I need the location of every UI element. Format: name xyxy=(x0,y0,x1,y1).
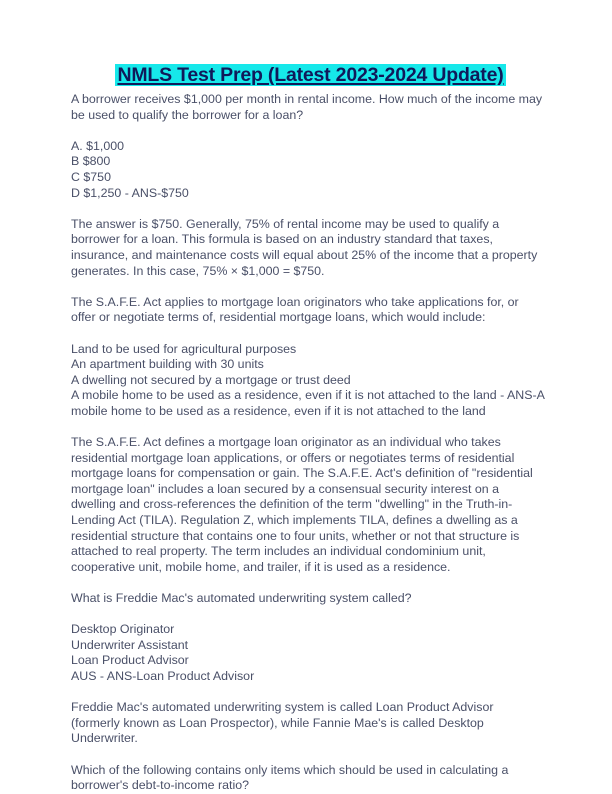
question-3-text: What is Freddie Mac's automated underwriting system called? xyxy=(71,591,412,605)
list-item: A dwelling not secured by a mortgage or trust deed xyxy=(71,372,351,387)
list-item: Loan Product Advisor xyxy=(71,653,189,668)
question-3-explanation: Freddie Mac's automated underwriting system is called Loan Product Advisor (formerly known as Loan Prospector), while Fannie Mae's is called Desktop Underwriter. xyxy=(71,700,494,746)
spacer xyxy=(71,279,550,295)
question-1-text: A borrower receives $1,000 per month in rental income. How much of the income may be used to qualify the borrower for a loan? xyxy=(71,92,543,122)
spacer xyxy=(71,607,550,623)
spacer xyxy=(71,123,550,139)
list-item: An apartment building with 30 units xyxy=(71,357,264,372)
list-item: A. $1,000 xyxy=(71,138,125,153)
question-4-text: Which of the following contains only items which should be used in calculating a borrower's debt-to-income ratio? xyxy=(71,762,509,793)
spacer xyxy=(71,419,550,435)
question-1-options xyxy=(71,139,545,201)
spacer xyxy=(71,747,550,763)
page-title-highlight: NMLS Test Prep (Latest 2023-2024 Update) xyxy=(117,64,504,86)
question-2-text: The S.A.F.E. Act applies to mortgage loan originators who take applications for, or offer or negotiate terms of, residential mortgage loans, which would include: xyxy=(71,294,519,325)
spacer xyxy=(71,575,550,591)
list-item: A mobile home to be used as a residence, even if it is not attached to the land - ANS-A mobile home to be used as a residence, even if it is not attached to the land xyxy=(71,388,545,418)
page-title xyxy=(71,62,550,88)
list-item: B $800 xyxy=(71,154,111,169)
question-2-explanation: The S.A.F.E. Act defines a mortgage loan originator as an individual who takes residential mortgage loan applications, or offers or negotiates terms of residential mortgage loans for compensation or gain. The S.A.F.E. Act's definition of "residential mortgage loan" includes a loan secured by a consensual security interest on a dwelling and cross-references the definition of the term "dwelling" in the Truth-in-Lending Act (TILA). Regulation Z, which implements TILA, defines a dwelling as a residential structure that contains one to four units, whether or not that structure is attached to real property. The term includes an individual condominium unit, cooperative unit, mobile home, and trailer, if it is used as a residence. xyxy=(71,435,533,574)
spacer xyxy=(71,326,550,342)
spacer xyxy=(71,201,550,217)
question-2-options xyxy=(71,342,545,420)
list-item: C $750 xyxy=(71,169,111,184)
list-item: Desktop Originator xyxy=(71,622,175,637)
list-item: Land to be used for agricultural purposes xyxy=(71,341,297,356)
list-item: Underwriter Assistant xyxy=(71,637,189,652)
question-3-options xyxy=(71,622,545,684)
list-item: D $1,250 - ANS-$750 xyxy=(71,185,189,200)
spacer xyxy=(71,685,550,701)
list-item: AUS - ANS-Loan Product Advisor xyxy=(71,668,255,683)
question-1-explanation: The answer is $750. Generally, 75% of rental income may be used to qualify a borrower for a loan. This formula is based on an industry standard that taxes, insurance, and maintenance costs will equal about 25% of the income that a property generates. In this case, 75% × $1,000 = $750. xyxy=(71,216,538,278)
